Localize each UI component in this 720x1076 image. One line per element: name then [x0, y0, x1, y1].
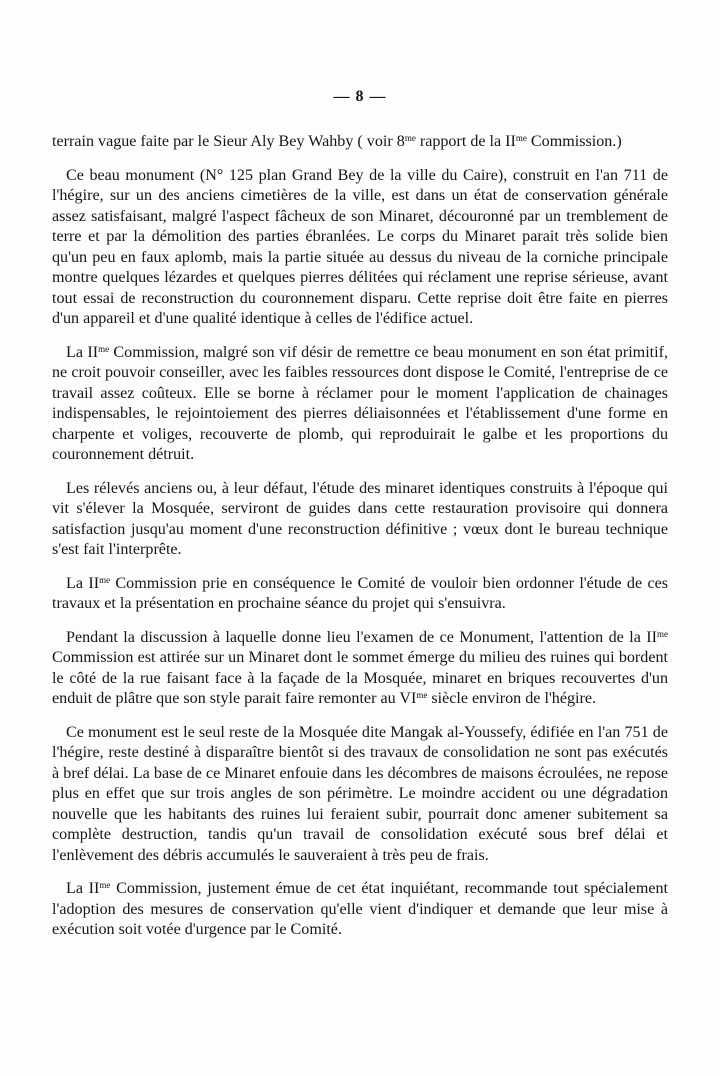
- paragraph: [52, 166, 668, 330]
- paragraph: [52, 479, 668, 561]
- text-segment: siècle environ de l'hégire.: [427, 690, 597, 707]
- superscript: me: [657, 628, 668, 639]
- superscript: me: [404, 133, 416, 143]
- paragraph: [52, 723, 668, 867]
- paragraph: [52, 343, 668, 466]
- text-segment: Ce beau monument (N° 125 plan Grand Bey de la ville du Caire), construit en l'an 711 de l'hégire, sur un des anciens cimetières de la ville, est dans un état de conservation générale assez satisfaisant, malgré l'aspect fâcheux de son Minaret, découronné par un tremblement de terre et par la démolition des parties ébranlées. Le corps du Minaret parait très solide bien qu'un peu en faux aplomb, mais la partie située au dessus du niveau de la corniche principale montre quelques lézardes et quelques pierres délitées qui réclament une reprise sérieuse, avant tout essai de reconstruction du couronnement disparu. Cette reprise doit être faite en pierres d'un appareil et d'une qualité identique à celles de l'édifice actuel.: [52, 166, 668, 327]
- page-number: — 8 —: [333, 88, 387, 105]
- text-segment: Pendant la discussion à laquelle donne lieu l'examen de ce Monument, l'attention de la II: [66, 628, 657, 646]
- text-segment: Les rélevés anciens ou, à leur défaut, l'étude des minaret identiques construits à l'époque qui vit s'élever la Mosquée, serviront de guides dans cette restauration provisoire qui donnera satisfaction jusqu'au moment d'une reconstruction définitive ; vœux dont le bureau technique s'est fait l'interprête.: [52, 479, 668, 558]
- text-segment: Commission, justement émue de cet état inquiétant, recommande tout spécialement l'adoption des mesures de conservation qu'elle vient d'indiquer et demande que leur mise à exécution soit votée d'urgence par le Comité.: [52, 880, 668, 938]
- paragraph: [52, 132, 668, 153]
- text-segment: terrain vague faite par le Sieur Aly Bey Wahby ( voir 8: [52, 133, 405, 150]
- text-segment: Commission est attirée sur un Minaret dont le sommet émerge du milieu des ruines qui bordent le côté de la rue faisant face à la façade de la Mosquée, minaret en briques recouvertes d'un enduit de plâtre que son style parait faire remonter au VI: [52, 649, 668, 707]
- superscript: me: [416, 690, 428, 700]
- text-segment: Ce monument est le seul reste de la Mosquée dite Mangak al-Youssefy, édifiée en l'an 751 de l'hégire, reste destiné à disparaître bientôt si des travaux de consolidation ne sont pas exécutés à bref délai. La base de ce Minaret enfouie dans les décombres de maisons écroulées, ne repose plus en effet que sur trois angles de son périmètre. Le moindre accident ou une dégradation nouvelle que les habitants des ruines lui feraient subir, pourrait donc amener subitement sa complète destruction, tandis qu'un travail de consolidation exécuté sous bref délai et l'enlèvement des débris accumulés le sauveraient à très peu de frais.: [52, 723, 668, 864]
- paragraph: [52, 574, 668, 615]
- paragraph: [52, 879, 668, 941]
- text-segment: Commission.): [526, 133, 622, 150]
- text-segment: La II: [66, 574, 100, 592]
- paragraph: [52, 628, 668, 710]
- text-segment: rapport de la II: [415, 133, 516, 150]
- text-segment: La II: [66, 880, 100, 897]
- superscript: me: [515, 133, 527, 143]
- superscript: me: [99, 574, 111, 585]
- superscript: me: [98, 343, 110, 354]
- text-segment: Commission, malgré son vif désir de remettre ce beau monument en son état primitif, ne croit pouvoir conseiller, avec les faibles ressources dont dispose le Comité, l'entreprise de ce travail assez coûteux. Elle se borne à réclamer pour le moment l'application de chainages indispensables, le rejointoiement des pierres déliaisonnées et l'établissement d'une forme en charpente et voliges, recouverte de plomb, qui reproduirait le galbe et les proportions du couronnement détruit.: [52, 343, 668, 463]
- text-segment: Commission prie en conséquence le Comité de vouloir bien ordonner l'étude de ces travaux et la présentation en prochaine séance du projet qui s'ensuivra.: [52, 574, 668, 612]
- text-segment: La II: [66, 343, 99, 361]
- superscript: me: [99, 880, 111, 890]
- body-text: [52, 132, 668, 954]
